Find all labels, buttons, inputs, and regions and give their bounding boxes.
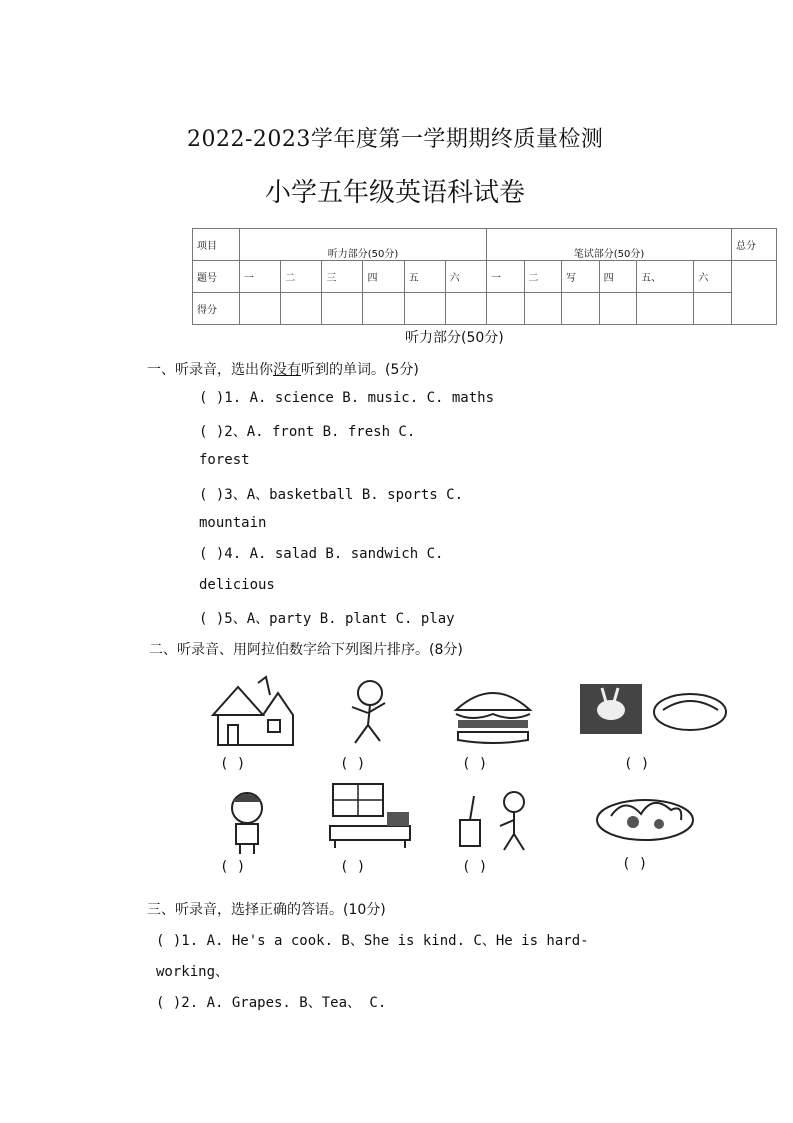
part1-q3: ( )3、A、basketball B. sports C. [199,487,464,503]
score-cell[interactable] [404,293,445,325]
picture-answer-6[interactable]: ( ) [340,859,366,875]
exam-title-line2: 小学五年级英语科试卷 [265,178,526,208]
part1-title-post: 听到的单词。(5分) [301,362,419,378]
question-no: 二 [524,261,562,293]
score-cell[interactable] [637,293,694,325]
running-girl-icon [340,675,400,750]
exam-title-line1: 2022-2023学年度第一学期期终质量检测 [187,127,604,152]
row-label-question: 题号 [193,261,240,293]
part2-title: 二、听录音、用阿拉伯数字给下列图片排序。(8分) [149,642,463,658]
picture-answer-4[interactable]: ( ) [624,756,650,772]
hamburger-icon [452,682,534,746]
part1-q2: ( )2、A. front B. fresh C. [199,424,416,440]
part3-q1-cont: working、 [156,964,230,980]
part1-q4: ( )4. A. salad B. sandwich C. [199,546,444,562]
boy-with-cap-icon [222,784,272,856]
score-cell[interactable] [240,293,281,325]
writing-part-header: 笔试部分(50分) [487,229,732,261]
score-cell[interactable] [487,293,525,325]
score-table [192,228,777,325]
total-header: 总分 [732,229,777,261]
picture-answer-5[interactable]: ( ) [220,859,246,875]
picture-answer-8[interactable]: ( ) [622,856,648,872]
question-no: 二 [281,261,322,293]
score-cell[interactable] [694,293,732,325]
row-label-score: 得分 [193,293,240,325]
part3-q2: ( )2. A. Grapes. B、Tea、 C. [156,995,387,1011]
score-cell[interactable] [322,293,363,325]
score-cell[interactable] [599,293,637,325]
picture-answer-1[interactable]: ( ) [220,756,246,772]
part1-q1: ( )1. A. science B. music. C. maths [199,390,495,406]
part1-q5: ( )5、A、party B. plant C. play [199,611,455,627]
question-no: 四 [599,261,637,293]
score-cell[interactable] [281,293,322,325]
question-no: 三 [322,261,363,293]
score-cell[interactable] [363,293,404,325]
bedroom-icon [325,780,420,852]
total-score-cell[interactable] [732,261,777,325]
part1-q4-cont: delicious [199,577,275,593]
part3-title: 三、听录音，选择正确的答语。(10分) [147,902,386,918]
picture-answer-7[interactable]: ( ) [462,859,488,875]
question-no: 五 [404,261,445,293]
listening-section-heading: 听力部分(50分) [405,330,504,346]
question-no: 一 [487,261,525,293]
part3-q1: ( )1. A. He's a cook. B、She is kind. C、He is hard- [156,933,589,949]
score-cell[interactable] [562,293,600,325]
question-no: 四 [363,261,404,293]
part1-title-pre: 一、听录音，选出你 [147,362,273,378]
picture-answer-2[interactable]: ( ) [340,756,366,772]
part1-q2-cont: forest [199,452,250,468]
picture-answer-3[interactable]: ( ) [462,756,488,772]
listening-part-header: 听力部分(50分) [240,229,487,261]
house-icon [208,675,298,750]
score-cell[interactable] [445,293,486,325]
question-no: 六 [445,261,486,293]
rabbit-and-bird-icon [578,680,733,745]
food-plate-icon [593,786,697,846]
part1-q3-cont: mountain [199,515,267,531]
score-cell[interactable] [524,293,562,325]
question-no: 一 [240,261,281,293]
row-label-item: 项目 [193,229,240,261]
question-no: 五、 [637,261,694,293]
question-no: 写 [562,261,600,293]
drinking-girl-icon [452,784,537,854]
part1-title [147,359,419,379]
question-no: 六 [694,261,732,293]
part1-title-underlined: 没有 [273,362,301,378]
